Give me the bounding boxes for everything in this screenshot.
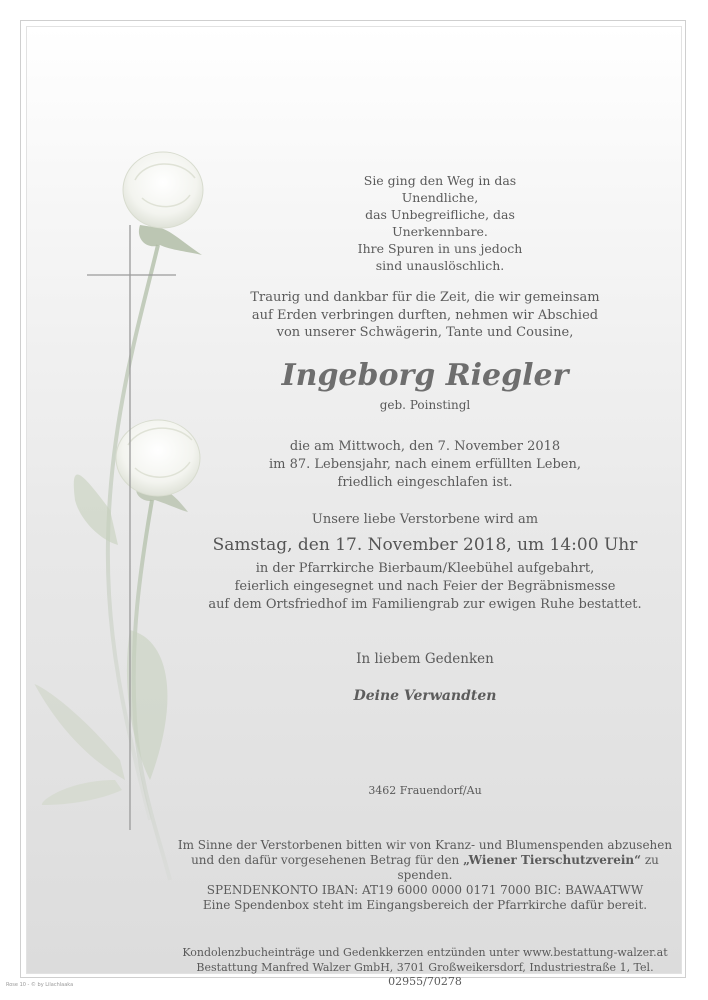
funeral-announcement: Unsere liebe Verstorbene wird am <box>311 512 539 527</box>
death-details <box>170 438 680 492</box>
address: 3462 Frauendorf/Au <box>368 784 482 797</box>
intro-line: von unserer Schwägerin, Tante und Cousine, <box>276 325 574 340</box>
funeral-home-address: Bestattung Manfred Walzer GmbH, 3701 Großweikersdorf, Industriestraße 1, Tel. 02955/70278 <box>196 960 654 988</box>
death-line: friedlich eingeschlafen ist. <box>337 475 513 490</box>
donation-line <box>170 853 680 883</box>
donation-request <box>170 838 680 913</box>
image-credit: Rose 10 - © by Lilachlaaka <box>6 982 74 988</box>
birth-name: geb. Poinstingl <box>379 398 471 412</box>
memory-line: In liebem Gedenken <box>356 651 494 667</box>
funeral-line: feierlich eingesegnet und nach Feier der Begräbnismesse <box>234 579 616 594</box>
poem-line: sind unauslöschlich. <box>375 258 505 273</box>
donation-text: zu spenden. <box>397 853 659 882</box>
death-line: die am Mittwoch, den 7. November 2018 <box>289 439 561 454</box>
donation-account: SPENDENKONTO IBAN: AT19 6000 0000 0171 7000 BIC: BAWAATWW <box>206 883 644 897</box>
intro-line: Traurig und dankbar für die Zeit, die wir gemeinsam <box>250 290 600 305</box>
donation-line: Im Sinne der Verstorbenen bitten wir von Kranz- und Blumenspenden abzusehen <box>177 838 673 852</box>
poem-line: Ihre Spuren in uns jedoch <box>357 241 523 256</box>
poem-line: das Unbegreifliche, das Unerkennbare. <box>365 207 515 239</box>
funeral-line: auf dem Ortsfriedhof im Familiengrab zur ewigen Ruhe bestattet. <box>208 597 642 612</box>
donation-text: und den dafür vorgesehenen Betrag für den <box>191 853 464 867</box>
funeral-line: in der Pfarrkirche Bierbaum/Kleebühel aufgebahrt, <box>255 561 595 576</box>
funeral-date: Samstag, den 17. November 2018, um 14:00 Uhr <box>212 535 638 555</box>
funeral-home-footer <box>170 946 680 990</box>
deceased-name: Ingeborg Riegler <box>281 358 569 393</box>
intro-line: auf Erden verbringen durften, nehmen wir Abschied <box>251 307 599 323</box>
poem <box>340 172 540 274</box>
death-line: im 87. Lebensjahr, nach einem erfüllten Leben, <box>269 457 581 472</box>
condolence-line: Kondolenzbucheinträge und Gedenkkerzen entzünden unter www.bestattung-walzer.at <box>182 946 668 959</box>
poem-line: Sie ging den Weg in das Unendliche, <box>363 173 517 205</box>
donation-line: Eine Spendenbox steht im Eingangsbereich der Pfarrkirche dafür bereit. <box>202 898 648 912</box>
charity-name: „Wiener Tierschutzverein“ <box>463 853 642 867</box>
family-signature: Deine Verwandten <box>353 688 497 704</box>
intro-text <box>170 289 680 342</box>
funeral-details <box>170 560 680 614</box>
